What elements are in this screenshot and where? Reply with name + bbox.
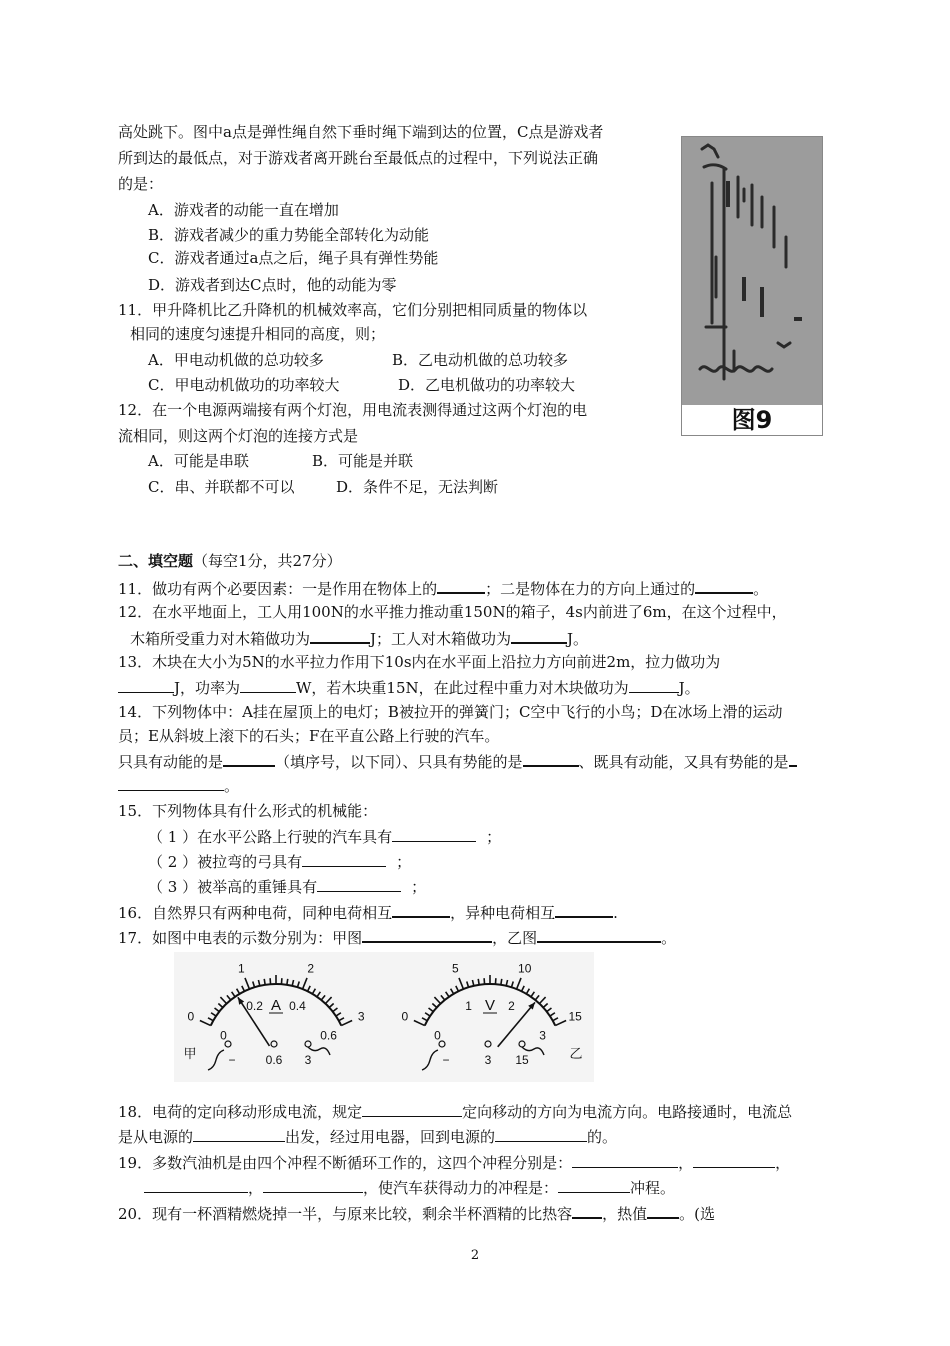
fill-q15-item3-text: （ 3 ）被举高的重锤具有: [148, 878, 318, 896]
fill-q16: [118, 901, 618, 923]
fill-q15-item1: [148, 826, 501, 847]
ammeter-top-tick-label: 1: [237, 961, 245, 976]
voltmeter-top-tick-label: 0: [401, 1009, 409, 1024]
ammeter-bottom-tick-label: 0.6: [320, 1028, 337, 1043]
fill-q15-item2-text: （ 2 ）被拉弯的弓具有: [148, 853, 303, 871]
ammeter-bottom-tick-label: 0.2: [246, 999, 263, 1014]
section-2-header: [118, 551, 342, 571]
fill-q17-blank-2[interactable]: [537, 926, 661, 943]
fill-q14-line4: [118, 775, 239, 796]
fill-q13-line2: [118, 677, 700, 698]
q10-option-b: B．游戏者减少的重力势能全部转化为动能: [148, 226, 430, 244]
ammeter-symbol: A: [270, 997, 282, 1014]
fill-q18-text-3: 是从电源的: [118, 1128, 194, 1146]
ammeter-terminal-label: −: [228, 1053, 236, 1067]
fill-q19-line1: [118, 1152, 790, 1173]
q10-option-a: A．游戏者的动能一直在增加: [148, 201, 339, 219]
voltmeter-bottom-tick-label: 1: [465, 999, 472, 1014]
fill-q15-line1: 15．下列物体具有什么形式的机械能：: [118, 802, 378, 820]
fill-q11-blank-2[interactable]: [695, 577, 753, 594]
voltmeter-top-tick-label: 15: [568, 1009, 582, 1024]
fill-q16-text-3: .: [613, 904, 618, 922]
fill-q19-blank-2[interactable]: [693, 1152, 775, 1168]
page-number: 2: [470, 1248, 480, 1263]
ammeter-top-tick-label: 3: [357, 1009, 365, 1024]
fill-q12-text-3: J；工人对木箱做功为: [370, 630, 512, 648]
bungee-sketch-icon: [682, 137, 822, 405]
fill-q18-line2: [118, 1126, 617, 1147]
fill-q20-text-2: ，热值: [602, 1205, 648, 1223]
ammeter-terminal-label: 3: [304, 1053, 312, 1067]
fill-q13-blank-1[interactable]: [118, 677, 174, 693]
fill-q18-line1: [118, 1101, 792, 1122]
fill-q17-text-3: 。: [661, 929, 677, 947]
fill-q19-text-3: ，: [775, 1154, 791, 1172]
voltmeter-tick: [501, 979, 502, 985]
voltmeter-symbol: V: [484, 997, 496, 1014]
fill-q14-line1: 14．下列物体中：A挂在屋顶上的电灯；B被拉开的弹簧门；C空中飞行的小鸟；D在冰场上滑的运动: [118, 703, 783, 721]
fill-q15-blank-1[interactable]: [392, 826, 476, 842]
q11-option-d: D．乙电机做功的功率较大: [398, 376, 576, 394]
voltmeter-top-tick-label: 10: [518, 961, 532, 976]
voltmeter-terminal-label: 15: [515, 1053, 529, 1067]
fill-q18-text-1: 18．电荷的定向移动形成电流，规定: [118, 1103, 363, 1121]
q12-line2: 流相同，则这两个灯泡的连接方式是: [118, 427, 359, 445]
fill-q16-blank-2[interactable]: [555, 901, 613, 918]
fill-q19-blank-1[interactable]: [572, 1152, 678, 1168]
fill-q13-text-2: J，功率为: [174, 679, 241, 697]
voltmeter-bottom-tick-label: 2: [508, 999, 515, 1014]
fill-q19-text-6: 冲程。: [630, 1179, 676, 1197]
fill-q20: [118, 1202, 715, 1224]
fill-q14-blank-1[interactable]: [223, 750, 275, 767]
fill-q14-blank-3a[interactable]: [789, 750, 797, 767]
fill-q20-text-1: 20．现有一杯酒精燃烧掉一半，与原来比较，剩余半杯酒精的比热容: [118, 1205, 573, 1223]
fill-q16-text-2: ，异种电荷相互: [450, 904, 556, 922]
voltmeter-terminal-label: −: [442, 1053, 450, 1067]
fill-q20-text-3: 。(选: [679, 1205, 715, 1223]
fill-q19-text-2: ，: [678, 1154, 694, 1172]
q11-option-c: C．甲电动机做功的功率较大: [148, 376, 340, 394]
q11-line2: 相同的速度匀速提升相同的高度，则；: [130, 325, 386, 343]
q10-line2: 所到达的最低点，对于游戏者离开跳台至最低点的过程中，下列说法正确: [118, 149, 599, 167]
fill-q15-blank-3[interactable]: [317, 876, 401, 892]
ammeter-tick: [264, 979, 265, 985]
fill-q19-blank-4[interactable]: [263, 1177, 363, 1193]
fill-q12-text-2: 木箱所受重力对木箱做功为: [130, 630, 311, 648]
fill-q16-text-1: 16．自然界只有两种电荷，同种电荷相互: [118, 904, 393, 922]
fill-q11-text-2: ；二是物体在力的方向上通过的: [485, 580, 696, 598]
fill-q13-blank-3[interactable]: [629, 677, 679, 693]
q12-option-c: C．串、并联都不可以: [148, 478, 295, 496]
figure-9-bungee: [681, 136, 823, 436]
fill-q18-blank-1[interactable]: [362, 1101, 462, 1117]
fill-q18-blank-2[interactable]: [193, 1126, 285, 1142]
fill-q20-blank-1[interactable]: [572, 1202, 602, 1219]
fill-q11-text-1: 11．做功有两个必要因素：一是作用在物体上的: [118, 580, 438, 598]
fill-q17-text-2: ，乙图: [492, 929, 538, 947]
q10-line3: 的是：: [118, 175, 164, 193]
fill-q12-blank-2[interactable]: [511, 627, 567, 644]
fill-q14-blank-3b[interactable]: [118, 775, 224, 791]
fill-q14-text-6: 。: [224, 777, 240, 795]
fill-q12-line2: [130, 627, 588, 649]
fill-q14-text-5: 、既具有动能，又具有势能的是: [578, 753, 789, 771]
section-2-title: 二、填空题: [118, 552, 194, 570]
fill-q12-blank-1[interactable]: [310, 627, 370, 644]
fill-q14-text-3: 只具有动能的是: [118, 753, 224, 771]
fill-q19-blank-3[interactable]: [144, 1177, 248, 1193]
section-2-note: （每空1分，共27分）: [193, 552, 342, 570]
fill-q15-item1-text: （ 1 ）在水平公路上行驶的汽车具有: [148, 828, 393, 846]
voltmeter-label: 乙: [569, 1046, 583, 1061]
fill-q13-blank-2[interactable]: [240, 677, 296, 693]
q11-option-a: A．甲电动机做的总功较多: [148, 351, 324, 369]
ammeter-top-tick-label: 2: [307, 961, 315, 976]
q12-option-d: D．条件不足，无法判断: [336, 478, 499, 496]
ammeter-terminal-label: 0.6: [265, 1053, 283, 1067]
fill-q19-text-4: ，: [248, 1179, 264, 1197]
voltmeter-bottom-tick-label: 0: [434, 1028, 441, 1043]
fill-q15-item2: [148, 851, 411, 872]
ammeter-bottom-tick-label: 0.4: [289, 999, 306, 1014]
fill-q18-text-2: 定向移动的方向为电流方向。电路接通时，电流总: [462, 1103, 793, 1121]
fill-q15-blank-2[interactable]: [302, 851, 386, 867]
fill-q17: [118, 926, 676, 948]
fill-q17-blank-1[interactable]: [362, 926, 492, 943]
fill-q13-text-3: W，若木块重15N，在此过程中重力对木块做功为: [296, 679, 629, 697]
q12-line1: 12．在一个电源两端接有两个灯泡，用电流表测得通过这两个灯泡的电: [118, 401, 588, 419]
meters-figure: [174, 952, 594, 1082]
voltmeter-tick: [478, 979, 479, 985]
fill-q15-semicolon-3: ；: [411, 878, 427, 896]
ammeter-label: 甲: [183, 1046, 197, 1061]
ammeter-top-tick-label: 0: [187, 1009, 195, 1024]
fill-q19-text-1: 19．多数汽油机是由四个冲程不断循环工作的，这四个冲程分别是：: [118, 1154, 573, 1172]
fill-q14-blank-2[interactable]: [523, 750, 579, 767]
fill-q13-line1: 13．木块在大小为5N的水平拉力作用下10s内在水平面上沿拉力方向前进2m，拉力做功为: [118, 653, 721, 671]
fill-q19-line2: [118, 1177, 675, 1198]
fill-q20-blank-2[interactable]: [647, 1202, 679, 1219]
fill-q11-blank-1[interactable]: [437, 577, 485, 594]
q12-option-b: B．可能是并联: [312, 452, 414, 470]
fill-q19-text-5: ，使汽车获得动力的冲程是：: [363, 1179, 559, 1197]
voltmeter-top-tick-label: 5: [451, 961, 459, 976]
fill-q15-semicolon-2: ；: [396, 853, 412, 871]
q10-option-d: D．游戏者到达C点时，他的动能为零: [148, 276, 397, 294]
q10-option-c: C．游戏者通过a点之后，绳子具有弹性势能: [148, 249, 439, 267]
fill-q15-semicolon-1: ；: [486, 828, 502, 846]
fill-q14-line2: 员；E从斜坡上滚下的石头；F在平直公路上行驶的汽车。: [118, 727, 500, 745]
fill-q13-text-4: J。: [678, 679, 700, 697]
fill-q17-text-1: 17．如图中电表的示数分别为：甲图: [118, 929, 363, 947]
fill-q18-blank-3[interactable]: [495, 1126, 587, 1142]
fill-q12-line1: 12．在水平地面上，工人用100N的水平推力推动重150N的箱子，4s内前进了6m，在这个过程中，: [118, 603, 787, 621]
q11-option-b: B．乙电动机做的总功较多: [392, 351, 569, 369]
fill-q11: [118, 577, 768, 599]
ammeter-bottom-tick-label: 0: [220, 1028, 227, 1043]
fill-q16-blank-1[interactable]: [392, 901, 450, 918]
fill-q14-line3: [118, 750, 797, 772]
fill-q11-text-3: 。: [753, 580, 769, 598]
q10-line1: 高处跳下。图中a点是弹性绳自然下垂时绳下端到达的位置，C点是游戏者: [118, 123, 604, 141]
fill-q19-blank-5[interactable]: [558, 1177, 630, 1193]
voltmeter-bottom-tick-label: 3: [539, 1028, 546, 1043]
fill-q14-text-4: （填序号，以下同）、只具有势能的是: [275, 753, 523, 771]
fill-q15-item3: [148, 876, 426, 897]
q12-option-a: A．可能是串联: [148, 452, 249, 470]
ammeter-tick: [287, 979, 288, 985]
fill-q12-text-4: J。: [567, 630, 589, 648]
voltmeter-terminal-label: 3: [484, 1053, 492, 1067]
fill-q18-text-4: 出发，经过用电器，回到电源的: [285, 1128, 496, 1146]
q11-line1: 11．甲升降机比乙升降机的机械效率高，它们分别把相同质量的物体以: [118, 301, 588, 319]
figure-9-caption: 图9: [682, 405, 822, 435]
fill-q18-text-5: 的。: [587, 1128, 618, 1146]
